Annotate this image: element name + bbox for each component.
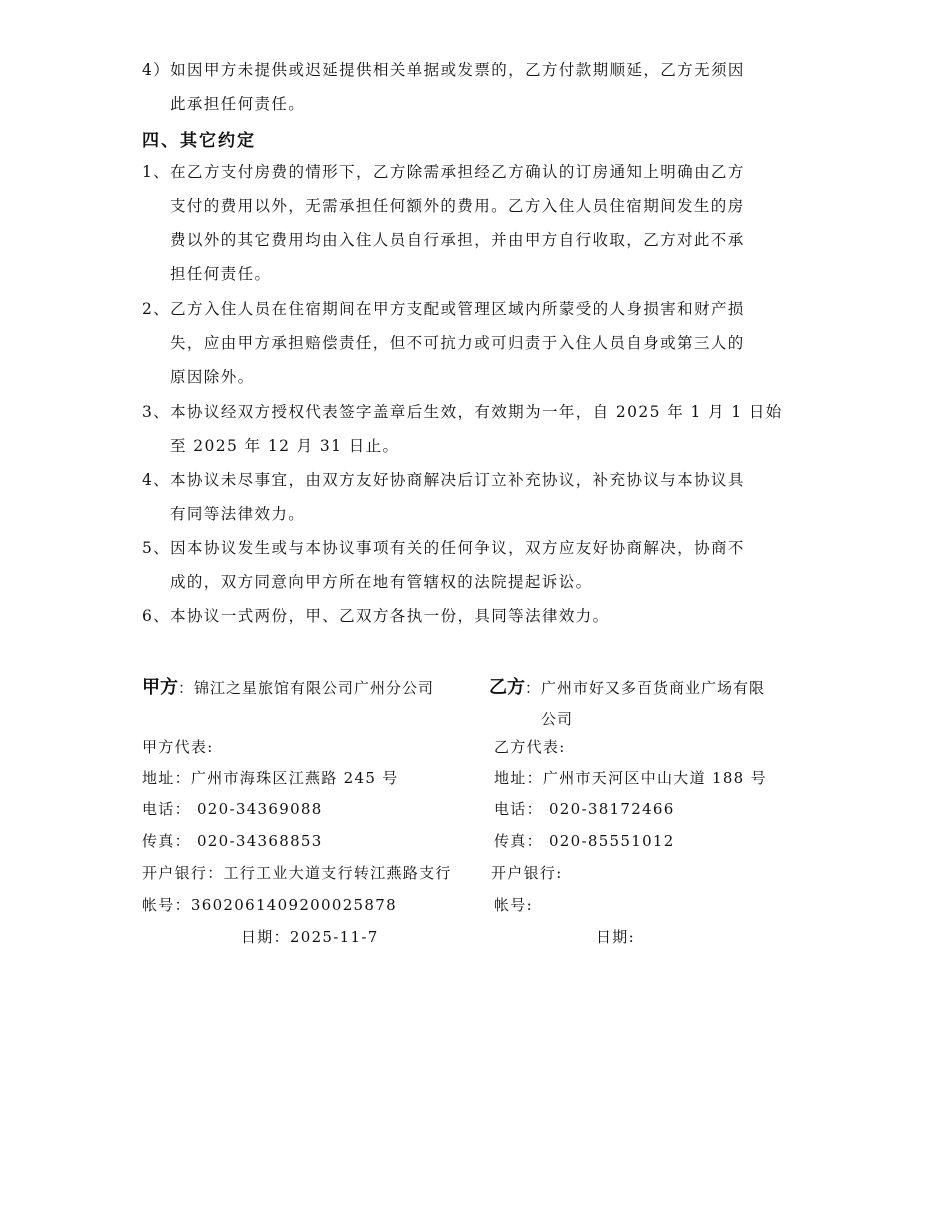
- clause-line: 2、乙方入住人员在住宿期间在甲方支配或管理区域内所蒙受的人身损害和财产损: [142, 300, 745, 318]
- clause-5: [142, 531, 810, 599]
- party-b-representative: 乙方代表:: [494, 738, 566, 756]
- party-a-account: 帐号：3602061409200025878: [142, 896, 397, 914]
- clause-line: 支付的费用以外，无需承担任何额外的费用。乙方入住人员住宿期间发生的房: [170, 197, 745, 215]
- section-heading: 四、其它约定: [142, 131, 256, 151]
- clause-payment-delay: [142, 53, 810, 121]
- party-a-label: 甲方: [142, 677, 178, 698]
- party-a-name-line: [142, 673, 434, 699]
- clause-3: [142, 395, 810, 463]
- clause-line: 至 2025 年 12 月 31 日止。: [170, 437, 400, 455]
- clause-line: 原因除外。: [170, 368, 255, 386]
- clause-4: [142, 463, 810, 531]
- clause-line: 4、本协议未尽事宜，由双方友好协商解决后订立补充协议，补充协议与本协议具: [142, 471, 745, 489]
- clause-line: 此承担任何责任。: [170, 95, 306, 113]
- party-b-address: 地址：广州市天河区中山大道 188 号: [494, 769, 767, 787]
- party-b-account: 帐号:: [494, 896, 533, 914]
- party-b-phone: 电话： 020-38172466: [494, 800, 675, 818]
- clause-line: 成的，双方同意向甲方所在地有管辖权的法院提起诉讼。: [170, 573, 593, 591]
- clause-line: 5、因本协议发生或与本协议事项有关的任何争议，双方应友好协商解决，协商不: [142, 539, 745, 557]
- party-a-date: 日期：2025-11-7: [241, 928, 379, 946]
- party-a-name: 锦江之星旅馆有限公司广州分公司: [194, 679, 435, 697]
- clause-1: [142, 155, 810, 291]
- party-a-phone: 电话： 020-34369088: [142, 800, 323, 818]
- party-b-name: 广州市好又多百货商业广场有限: [541, 679, 766, 697]
- clause-6: [142, 599, 810, 633]
- party-a-address: 地址：广州市海珠区江燕路 245 号: [142, 769, 399, 787]
- clause-line: 6、本协议一式两份，甲、乙双方各执一份，具同等法律效力。: [142, 607, 610, 625]
- clause-line: 1、在乙方支付房费的情形下，乙方除需承担经乙方确认的订房通知上明确由乙方: [142, 163, 745, 181]
- party-a-bank: 开户银行：工行工业大道支行转江燕路支行: [142, 864, 452, 882]
- party-a-fax: 传真： 020-34368853: [142, 832, 323, 850]
- clause-line: 担任何责任。: [170, 265, 272, 283]
- clause-line: 失，应由甲方承担赔偿责任，但不可抗力或可归责于入住人员自身或第三人的: [170, 334, 745, 352]
- clause-line: 3、本协议经双方授权代表签字盖章后生效，有效期为一年，自 2025 年 1 月 1 日始: [142, 403, 783, 421]
- clause-line: 有同等法律效力。: [170, 505, 306, 523]
- party-b-label: 乙方: [489, 677, 525, 698]
- party-b-colon: ：: [525, 679, 542, 697]
- clause-line: 费以外的其它费用均由入住人员自行承担，并由甲方自行收取，乙方对此不承: [170, 231, 745, 249]
- party-b-name-line: [489, 673, 765, 699]
- party-b-name-continued: 公司: [541, 710, 574, 728]
- party-b-bank: 开户银行:: [491, 864, 563, 882]
- party-a-representative: 甲方代表:: [142, 738, 214, 756]
- party-b-fax: 传真： 020-85551012: [494, 832, 675, 850]
- party-b-date: 日期:: [596, 928, 635, 946]
- party-a-colon: ：: [178, 679, 195, 697]
- clause-line: 4）如因甲方未提供或迟延提供相关单据或发票的，乙方付款期顺延，乙方无须因: [142, 61, 745, 79]
- clause-2: [142, 292, 810, 394]
